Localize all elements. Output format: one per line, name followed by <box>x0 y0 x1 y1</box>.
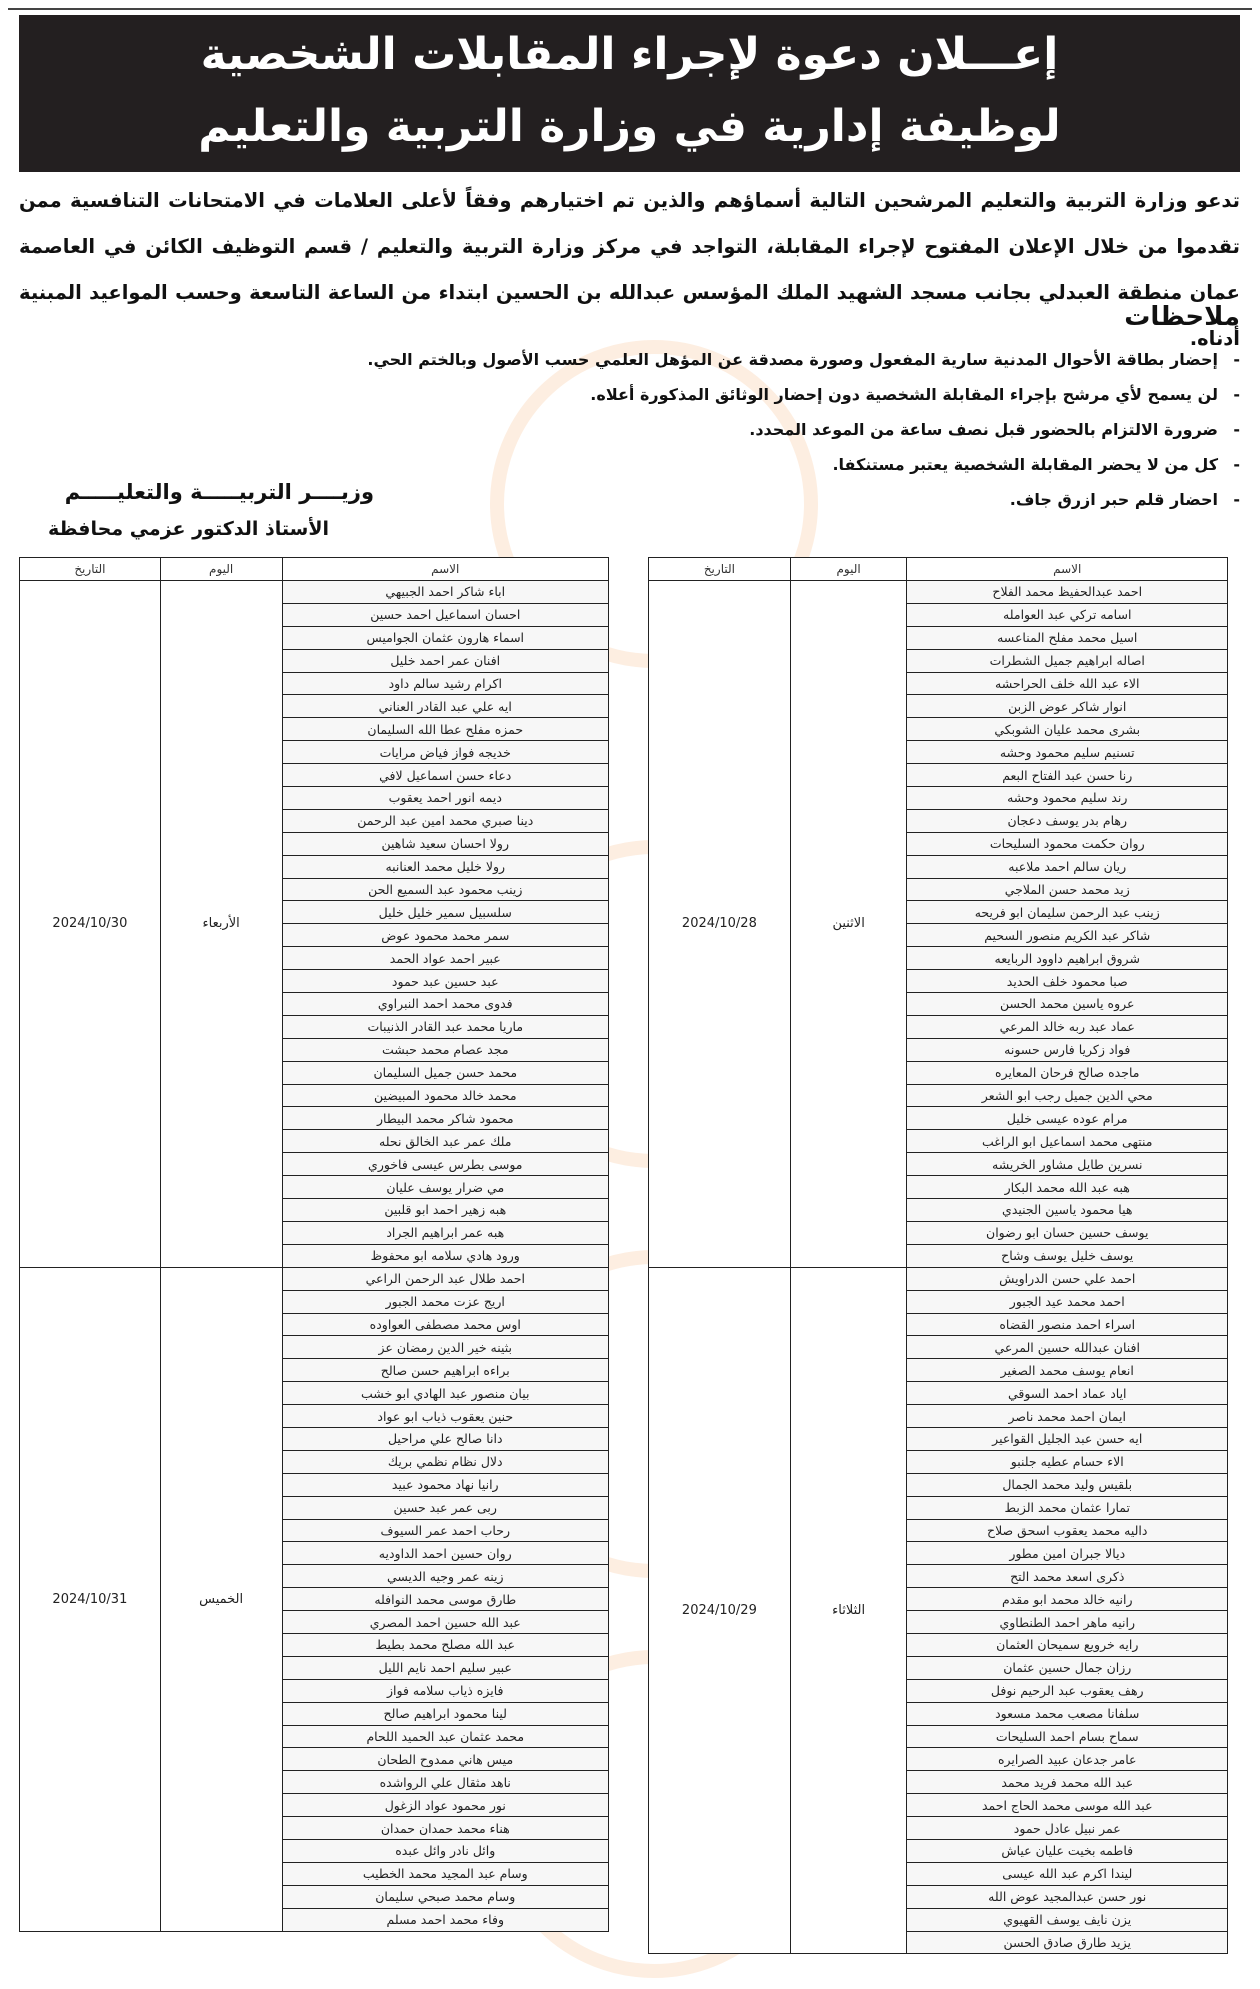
candidate-name: مي ضرار يوسف عليان <box>282 1176 608 1199</box>
candidate-name: ديمه انور احمد يعقوب <box>282 787 608 810</box>
candidate-name: عبير سليم احمد نايم الليل <box>282 1656 608 1679</box>
candidate-name: مرام عوده عيسى خليل <box>907 1107 1228 1130</box>
candidate-name: تسنيم سليم محمود وحشه <box>907 741 1228 764</box>
schedule-table-right <box>648 557 1228 1954</box>
candidate-name: محمود شاكر محمد البيطار <box>282 1107 608 1130</box>
interview-date: 2024/10/29 <box>649 1267 791 1954</box>
candidate-name: حمزه مفلح عطا الله السليمان <box>282 718 608 741</box>
column-header-name: الاسم <box>907 558 1228 581</box>
candidate-name: عبد الله محمد فريد محمد <box>907 1771 1228 1794</box>
candidate-name: وسام محمد صبحي سليمان <box>282 1885 608 1908</box>
candidate-name: الاء حسام عطيه جلنبو <box>907 1450 1228 1473</box>
candidate-name: انوار شاكر عوض الزبن <box>907 695 1228 718</box>
candidate-name: عبير احمد عواد الحمد <box>282 947 608 970</box>
candidate-name: نور محمود عواد الزغول <box>282 1794 608 1817</box>
candidate-name: اريج عزت محمد الجبور <box>282 1290 608 1313</box>
candidate-name: رحاب احمد عمر السيوف <box>282 1519 608 1542</box>
candidate-name: ايمان احمد محمد ناصر <box>907 1405 1228 1428</box>
interview-day: الخميس <box>160 1267 282 1931</box>
table-row <box>649 1267 1228 1290</box>
candidate-name: يوسف حسين حسان ابو رضوان <box>907 1221 1228 1244</box>
candidate-name: عبد حسين عبد حمود <box>282 970 608 993</box>
candidate-name: سمر محمد محمود عوض <box>282 924 608 947</box>
title-line-2: لوظيفة إدارية في وزارة التربية والتعليم <box>198 101 1061 152</box>
candidate-name: عبد الله مصلح محمد بطيط <box>282 1633 608 1656</box>
table-row <box>20 1267 609 1290</box>
candidate-name: عبد الله موسى محمد الحاج احمد <box>907 1794 1228 1817</box>
candidate-name: رولا احسان سعيد شاهين <box>282 832 608 855</box>
candidate-name: رانيا نهاد محمود عبيد <box>282 1473 608 1496</box>
column-header-date: التاريخ <box>649 558 791 581</box>
candidate-name: يزن نايف يوسف القهيوي <box>907 1908 1228 1931</box>
candidate-name: محي الدين جميل رجب ابو الشعر <box>907 1084 1228 1107</box>
candidate-name: محمد خالد محمود المبيضين <box>282 1084 608 1107</box>
candidate-name: روان حكمت محمود السليحات <box>907 832 1228 855</box>
candidate-name: فواد زكريا فارس حسونه <box>907 1038 1228 1061</box>
signature-title: وزيــــر التربيـــــة والتعليـــــم <box>64 480 374 504</box>
notes-list <box>367 342 1240 517</box>
candidate-name: هبه عمر ابراهيم الجراد <box>282 1221 608 1244</box>
candidate-name: صبا محمود خلف الحديد <box>907 970 1228 993</box>
candidate-name: نور حسن عبدالمجيد عوض الله <box>907 1885 1228 1908</box>
candidate-name: رايه خرويع سميحان العثمان <box>907 1633 1228 1656</box>
candidate-name: زيد محمد حسن الملاجي <box>907 878 1228 901</box>
notes-title: ملاحظات <box>1124 302 1240 332</box>
note-item: -احضار قلم حبر ازرق جاف. <box>1009 490 1240 509</box>
candidate-name: اياد عماد احمد السوقي <box>907 1382 1228 1405</box>
candidate-name: وسام عبد المجيد محمد الخطيب <box>282 1862 608 1885</box>
candidate-name: شاكر عبد الكريم منصور السحيم <box>907 924 1228 947</box>
candidate-name: زينب عبد الرحمن سليمان ابو فريحه <box>907 901 1228 924</box>
candidate-name: يوسف خليل يوسف وشاح <box>907 1244 1228 1267</box>
candidate-name: احمد طلال عبد الرحمن الراعي <box>282 1267 608 1290</box>
candidate-name: رند سليم محمود وحشه <box>907 787 1228 810</box>
candidate-name: ايه حسن عبد الجليل القواعير <box>907 1427 1228 1450</box>
candidate-name: وائل نادر وائل عبده <box>282 1839 608 1862</box>
candidate-name: احمد عبدالحفيظ محمد الفلاح <box>907 581 1228 604</box>
candidate-name: زينه عمر وجيه الديسي <box>282 1565 608 1588</box>
candidate-name: عروه ياسين محمد الحسن <box>907 993 1228 1016</box>
candidate-name: هيا محمود ياسين الجنيدي <box>907 1199 1228 1222</box>
candidate-name: فدوى محمد احمد النبراوي <box>282 993 608 1016</box>
candidate-name: رهف يعقوب عبد الرحيم نوفل <box>907 1679 1228 1702</box>
candidate-name: دينا صبري محمد امين عبد الرحمن <box>282 809 608 832</box>
candidate-name: بلقيس وليد محمد الجمال <box>907 1473 1228 1496</box>
candidate-name: براءه ابراهيم حسن صالح <box>282 1359 608 1382</box>
candidate-name: احسان اسماعيل احمد حسين <box>282 603 608 626</box>
candidate-name: سلسبيل سمير خليل خليل <box>282 901 608 924</box>
candidate-name: اسيل محمد مفلح المناعسه <box>907 626 1228 649</box>
candidate-name: افنان عمر احمد خليل <box>282 649 608 672</box>
candidate-name: عمر نبيل عادل حمود <box>907 1817 1228 1840</box>
candidate-name: ديالا جبران امين مطور <box>907 1542 1228 1565</box>
table-row <box>20 581 609 604</box>
candidate-name: رانيه خالد محمد ابو مقدم <box>907 1588 1228 1611</box>
candidate-name: مجد عصام محمد حبشت <box>282 1038 608 1061</box>
candidate-name: زينب محمود عبد السميع الحن <box>282 878 608 901</box>
note-item: -لن يسمح لأي مرشح بإجراء المقابلة الشخصية دون إحضار الوثائق المذكورة أعلاه. <box>590 385 1240 404</box>
candidate-name: احمد علي حسن الدراويش <box>907 1267 1228 1290</box>
candidate-name: بيان منصور عبد الهادي ابو خشب <box>282 1382 608 1405</box>
candidate-name: حنين يعقوب ذياب ابو عواد <box>282 1405 608 1428</box>
candidate-name: رزان جمال حسين عثمان <box>907 1656 1228 1679</box>
candidate-name: عماد عبد ربه خالد المرعي <box>907 1015 1228 1038</box>
schedule-table-left <box>19 557 609 1932</box>
candidate-name: عامر جدعان عبيد الصرايره <box>907 1748 1228 1771</box>
column-header-day: اليوم <box>160 558 282 581</box>
candidate-name: انعام يوسف محمد الصغير <box>907 1359 1228 1382</box>
candidate-name: ماريا محمد عبد القادر الذنيبات <box>282 1015 608 1038</box>
candidate-name: اوس محمد مصطفى العواوده <box>282 1313 608 1336</box>
signature-name: الأستاذ الدكتور عزمي محافظة <box>48 518 329 540</box>
candidate-name: تمارا عثمان محمد الزبط <box>907 1496 1228 1519</box>
candidate-name: بثينه خير الدين رمضان عز <box>282 1336 608 1359</box>
intro-paragraph: تدعو وزارة التربية والتعليم المرشحين التالية أسماؤهم والذين تم اختيارهم وفقاً لأعلى العلامات في الامتحانات التنافسية ممن تقدموا من خلال الإعلان المفتوح لإجراء المقابلة، التواجد في مركز وزارة التربية والتعليم / قسم التوظيف الكائن في العاصمة عمان منطقة العبدلي بجانب مسجد الشهيد الملك المؤسس عبدالله بن الحسين ابتداء من الساعة التاسعة وحسب المواعيد المبنية أدناه. <box>19 189 1240 350</box>
candidate-name: ايه علي عبد القادر العناني <box>282 695 608 718</box>
interview-day: الاثنين <box>790 581 907 1268</box>
candidate-name: وفاء محمد احمد مسلم <box>282 1908 608 1931</box>
column-header-date: التاريخ <box>20 558 161 581</box>
candidate-name: هبه زهير احمد ابو قلبين <box>282 1199 608 1222</box>
candidate-name: رولا خليل محمد العنانبه <box>282 855 608 878</box>
candidate-name: ملك عمر عبد الخالق نحله <box>282 1130 608 1153</box>
candidate-name: شروق ابراهيم داوود الربايعه <box>907 947 1228 970</box>
candidate-name: ليندا اكرم عبد الله عيسى <box>907 1862 1228 1885</box>
candidate-name: سماح بسام احمد السليحات <box>907 1725 1228 1748</box>
candidate-name: يزيد طارق صادق الحسن <box>907 1931 1228 1954</box>
note-item: -ضرورة الالتزام بالحضور قبل نصف ساعة من الموعد المحدد. <box>749 420 1240 439</box>
interview-date: 2024/10/31 <box>20 1267 161 1931</box>
candidate-name: فاطمه بخيت عليان عياش <box>907 1839 1228 1862</box>
candidate-name: دعاء حسن اسماعيل لافي <box>282 764 608 787</box>
candidate-name: احمد محمد عيد الجبور <box>907 1290 1228 1313</box>
candidate-name: اكرام رشيد سالم داود <box>282 672 608 695</box>
title-line-1: إعـــلان دعوة لإجراء المقابلات الشخصية <box>200 29 1059 80</box>
candidate-name: عبد الله حسين احمد المصري <box>282 1611 608 1634</box>
candidate-name: رانيه ماهر احمد الطنطاوي <box>907 1611 1228 1634</box>
candidate-name: ذكرى اسعد محمد التح <box>907 1565 1228 1588</box>
candidate-name: بشرى محمد عليان الشوبكي <box>907 718 1228 741</box>
candidate-name: اسراء احمد منصور القضاه <box>907 1313 1228 1336</box>
candidate-name: فايزه ذياب سلامه فواز <box>282 1679 608 1702</box>
candidate-name: اصاله ابراهيم جميل الشطرات <box>907 649 1228 672</box>
candidate-name: ناهد مثقال علي الرواشده <box>282 1771 608 1794</box>
candidate-name: طارق موسى محمد النوافله <box>282 1588 608 1611</box>
candidate-name: افنان عبدالله حسين المرعي <box>907 1336 1228 1359</box>
candidate-name: لينا محمود ابراهيم صالح <box>282 1702 608 1725</box>
candidate-name: هناء محمد حمدان حمدان <box>282 1817 608 1840</box>
note-item: -كل من لا يحضر المقابلة الشخصية يعتبر مستنكفا. <box>832 455 1240 474</box>
candidate-name: ربى عمر عبد حسين <box>282 1496 608 1519</box>
candidate-name: دلال نظام نظمي بريك <box>282 1450 608 1473</box>
candidate-name: منتهى محمد اسماعيل ابو الراغب <box>907 1130 1228 1153</box>
candidate-name: ريان سالم احمد ملاعبه <box>907 855 1228 878</box>
candidate-name: ورود هادي سلامه ابو محفوظ <box>282 1244 608 1267</box>
column-header-day: اليوم <box>790 558 907 581</box>
note-item: -إحضار بطاقة الأحوال المدنية سارية المفعول وصورة مصدقة عن المؤهل العلمي حسب الأصول وبالختم الحي. <box>367 350 1240 369</box>
candidate-name: ماجده صالح فرحان المعايره <box>907 1061 1228 1084</box>
candidate-name: الاء عبد الله خلف الحراحشه <box>907 672 1228 695</box>
candidate-name: موسى بطرس عيسى فاخوري <box>282 1153 608 1176</box>
candidate-name: اسامه تركي عبد العوامله <box>907 603 1228 626</box>
candidate-name: دانا صالح علي مراحيل <box>282 1427 608 1450</box>
candidate-name: اباء شاكر احمد الجبيهي <box>282 581 608 604</box>
interview-date: 2024/10/30 <box>20 581 161 1268</box>
interview-day: الأربعاء <box>160 581 282 1268</box>
candidate-name: محمد عثمان عبد الحميد اللحام <box>282 1725 608 1748</box>
candidate-name: ميس هاني ممدوح الطحان <box>282 1748 608 1771</box>
candidate-name: داليه محمد يعقوب اسحق صلاح <box>907 1519 1228 1542</box>
column-header-name: الاسم <box>282 558 608 581</box>
candidate-name: خديجه فواز فياض مرايات <box>282 741 608 764</box>
candidate-name: محمد حسن جميل السليمان <box>282 1061 608 1084</box>
interview-day: الثلاثاء <box>790 1267 907 1954</box>
candidate-name: رنا حسن عبد الفتاح البعم <box>907 764 1228 787</box>
candidate-name: سلفانا مصعب محمد مسعود <box>907 1702 1228 1725</box>
candidate-name: نسرين طايل مشاور الخريشه <box>907 1153 1228 1176</box>
announcement-header <box>19 15 1240 172</box>
candidate-name: رهام بدر يوسف دعجان <box>907 809 1228 832</box>
candidate-name: هبه عبد الله محمد البكار <box>907 1176 1228 1199</box>
candidate-name: اسماء هارون عثمان الجواميس <box>282 626 608 649</box>
table-row <box>649 581 1228 604</box>
candidate-name: روان حسين احمد الداوديه <box>282 1542 608 1565</box>
interview-date: 2024/10/28 <box>649 581 791 1268</box>
